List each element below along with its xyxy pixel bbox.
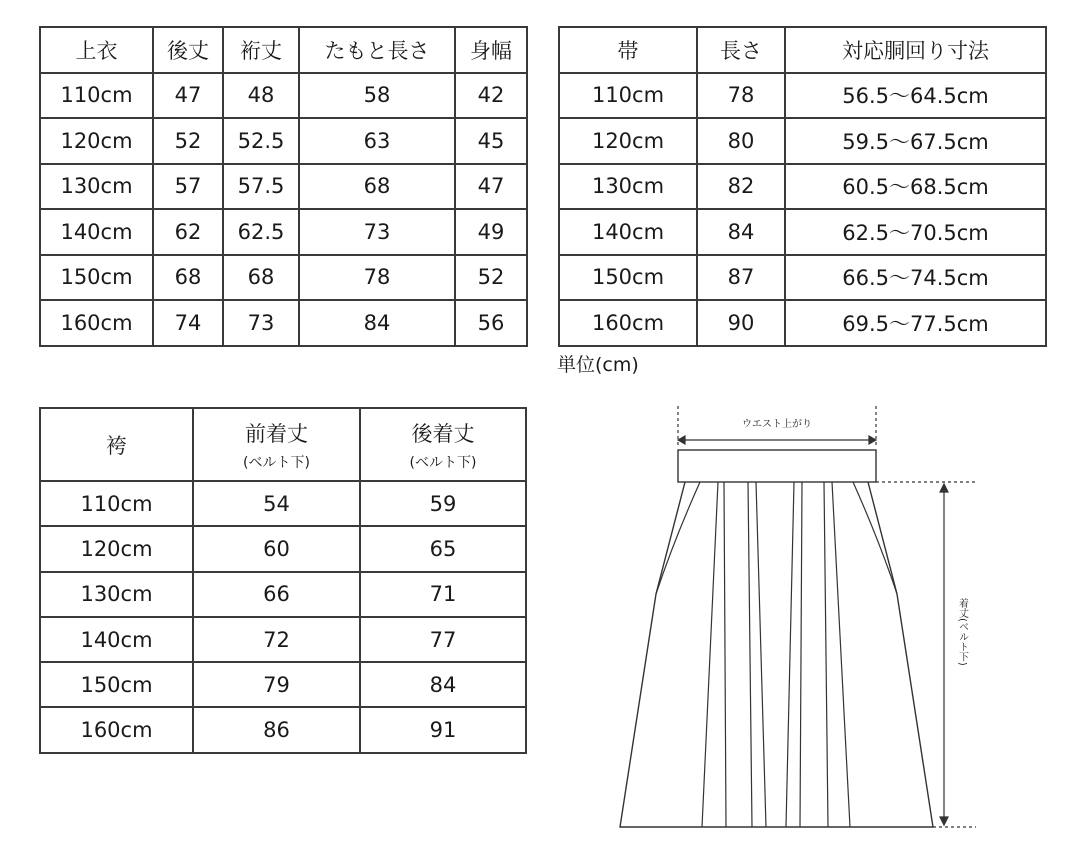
value-cell: 59.5〜67.5cm <box>785 118 1046 164</box>
size-cell: 110cm <box>40 481 193 526</box>
value-cell: 84 <box>299 300 455 346</box>
header-main: 後着丈 <box>411 421 475 446</box>
belt-size-table <box>558 26 1047 347</box>
value-cell: 57 <box>153 164 223 210</box>
value-cell: 71 <box>360 572 526 617</box>
size-cell: 130cm <box>40 164 153 210</box>
header-cell: 帯 <box>559 27 697 73</box>
value-cell: 65 <box>360 526 526 571</box>
size-cell: 150cm <box>40 255 153 301</box>
table-row <box>559 255 1046 301</box>
table-header-row <box>40 408 526 481</box>
header-cell: 対応胴回り寸法 <box>785 27 1046 73</box>
side-slit-left <box>656 482 700 594</box>
value-cell: 58 <box>299 73 455 119</box>
length-arrowhead-bottom <box>940 817 948 825</box>
side-slit-right <box>853 482 897 594</box>
header-cell: 上衣 <box>40 27 153 73</box>
hakama-diagram <box>590 398 990 838</box>
hakama-outline <box>620 482 933 827</box>
header-cell <box>193 408 360 481</box>
value-cell: 54 <box>193 481 360 526</box>
value-cell: 80 <box>697 118 785 164</box>
table-row <box>40 572 526 617</box>
value-cell: 66 <box>193 572 360 617</box>
size-cell: 120cm <box>559 118 697 164</box>
table-row <box>40 617 526 662</box>
waist-arrowhead-right <box>869 436 876 444</box>
size-cell: 160cm <box>40 300 153 346</box>
table-row <box>40 73 527 119</box>
size-cell: 110cm <box>559 73 697 119</box>
table-row <box>40 118 527 164</box>
value-cell: 73 <box>223 300 299 346</box>
waist-arrowhead-left <box>678 436 685 444</box>
value-cell: 86 <box>193 707 360 752</box>
table-row <box>40 662 526 707</box>
size-cell: 140cm <box>40 617 193 662</box>
value-cell: 42 <box>455 73 527 119</box>
value-cell: 56 <box>455 300 527 346</box>
value-cell: 74 <box>153 300 223 346</box>
header-cell <box>360 408 526 481</box>
pleat-line <box>756 482 766 827</box>
value-cell: 45 <box>455 118 527 164</box>
value-cell: 69.5〜77.5cm <box>785 300 1046 346</box>
value-cell: 78 <box>299 255 455 301</box>
pleat-line <box>786 482 794 827</box>
header-cell: 身幅 <box>455 27 527 73</box>
size-cell: 140cm <box>559 209 697 255</box>
length-label: 着丈(ベルト下) <box>956 598 968 666</box>
waistband <box>678 450 876 482</box>
value-cell: 60 <box>193 526 360 571</box>
table-row <box>559 73 1046 119</box>
value-cell: 73 <box>299 209 455 255</box>
value-cell: 49 <box>455 209 527 255</box>
jacket-size-table <box>39 26 528 347</box>
value-cell: 84 <box>360 662 526 707</box>
value-cell: 68 <box>223 255 299 301</box>
value-cell: 72 <box>193 617 360 662</box>
table-row <box>40 255 527 301</box>
length-arrowhead-top <box>940 484 948 492</box>
value-cell: 84 <box>697 209 785 255</box>
value-cell: 60.5〜68.5cm <box>785 164 1046 210</box>
value-cell: 47 <box>455 164 527 210</box>
header-cell <box>40 408 193 481</box>
header-cell: 裄丈 <box>223 27 299 73</box>
pleat-line <box>724 482 726 827</box>
hakama-size-table <box>39 407 527 754</box>
table-row <box>40 209 527 255</box>
table-row <box>559 300 1046 346</box>
value-cell: 62 <box>153 209 223 255</box>
size-cell: 120cm <box>40 118 153 164</box>
value-cell: 56.5〜64.5cm <box>785 73 1046 119</box>
value-cell: 52.5 <box>223 118 299 164</box>
value-cell: 90 <box>697 300 785 346</box>
value-cell: 57.5 <box>223 164 299 210</box>
header-sub: (ベルト下) <box>409 454 477 471</box>
value-cell: 78 <box>697 73 785 119</box>
value-cell: 62.5 <box>223 209 299 255</box>
value-cell: 59 <box>360 481 526 526</box>
unit-note: 単位(cm) <box>557 354 639 376</box>
size-cell: 150cm <box>559 255 697 301</box>
table-row <box>40 707 526 752</box>
size-cell: 110cm <box>40 73 153 119</box>
pleat-line <box>748 482 752 827</box>
size-cell: 120cm <box>40 526 193 571</box>
value-cell: 66.5〜74.5cm <box>785 255 1046 301</box>
value-cell: 77 <box>360 617 526 662</box>
size-cell: 130cm <box>559 164 697 210</box>
table-row <box>40 300 527 346</box>
table-header-row <box>40 27 527 73</box>
pleat-line <box>800 482 802 827</box>
table-row <box>559 209 1046 255</box>
size-cell: 140cm <box>40 209 153 255</box>
value-cell: 63 <box>299 118 455 164</box>
size-cell: 130cm <box>40 572 193 617</box>
value-cell: 91 <box>360 707 526 752</box>
size-cell: 150cm <box>40 662 193 707</box>
header-main: 袴 <box>106 433 127 458</box>
header-sub: (ベルト下) <box>243 454 310 471</box>
table-row <box>40 481 526 526</box>
table-header-row <box>559 27 1046 73</box>
value-cell: 82 <box>697 164 785 210</box>
header-cell: 長さ <box>697 27 785 73</box>
value-cell: 79 <box>193 662 360 707</box>
pleat-line <box>824 482 828 827</box>
table-row <box>40 526 526 571</box>
value-cell: 87 <box>697 255 785 301</box>
value-cell: 48 <box>223 73 299 119</box>
header-cell: たもと長さ <box>299 27 455 73</box>
size-cell: 160cm <box>40 707 193 752</box>
header-cell: 後丈 <box>153 27 223 73</box>
value-cell: 52 <box>153 118 223 164</box>
value-cell: 47 <box>153 73 223 119</box>
value-cell: 52 <box>455 255 527 301</box>
table-row <box>559 164 1046 210</box>
table-row <box>40 164 527 210</box>
value-cell: 68 <box>299 164 455 210</box>
pleat-line <box>832 482 850 827</box>
table-row <box>559 118 1046 164</box>
size-cell: 160cm <box>559 300 697 346</box>
value-cell: 62.5〜70.5cm <box>785 209 1046 255</box>
value-cell: 68 <box>153 255 223 301</box>
pleat-line <box>702 482 718 827</box>
waist-label: ウエスト上がり <box>742 419 812 430</box>
header-main: 前着丈 <box>245 421 308 446</box>
